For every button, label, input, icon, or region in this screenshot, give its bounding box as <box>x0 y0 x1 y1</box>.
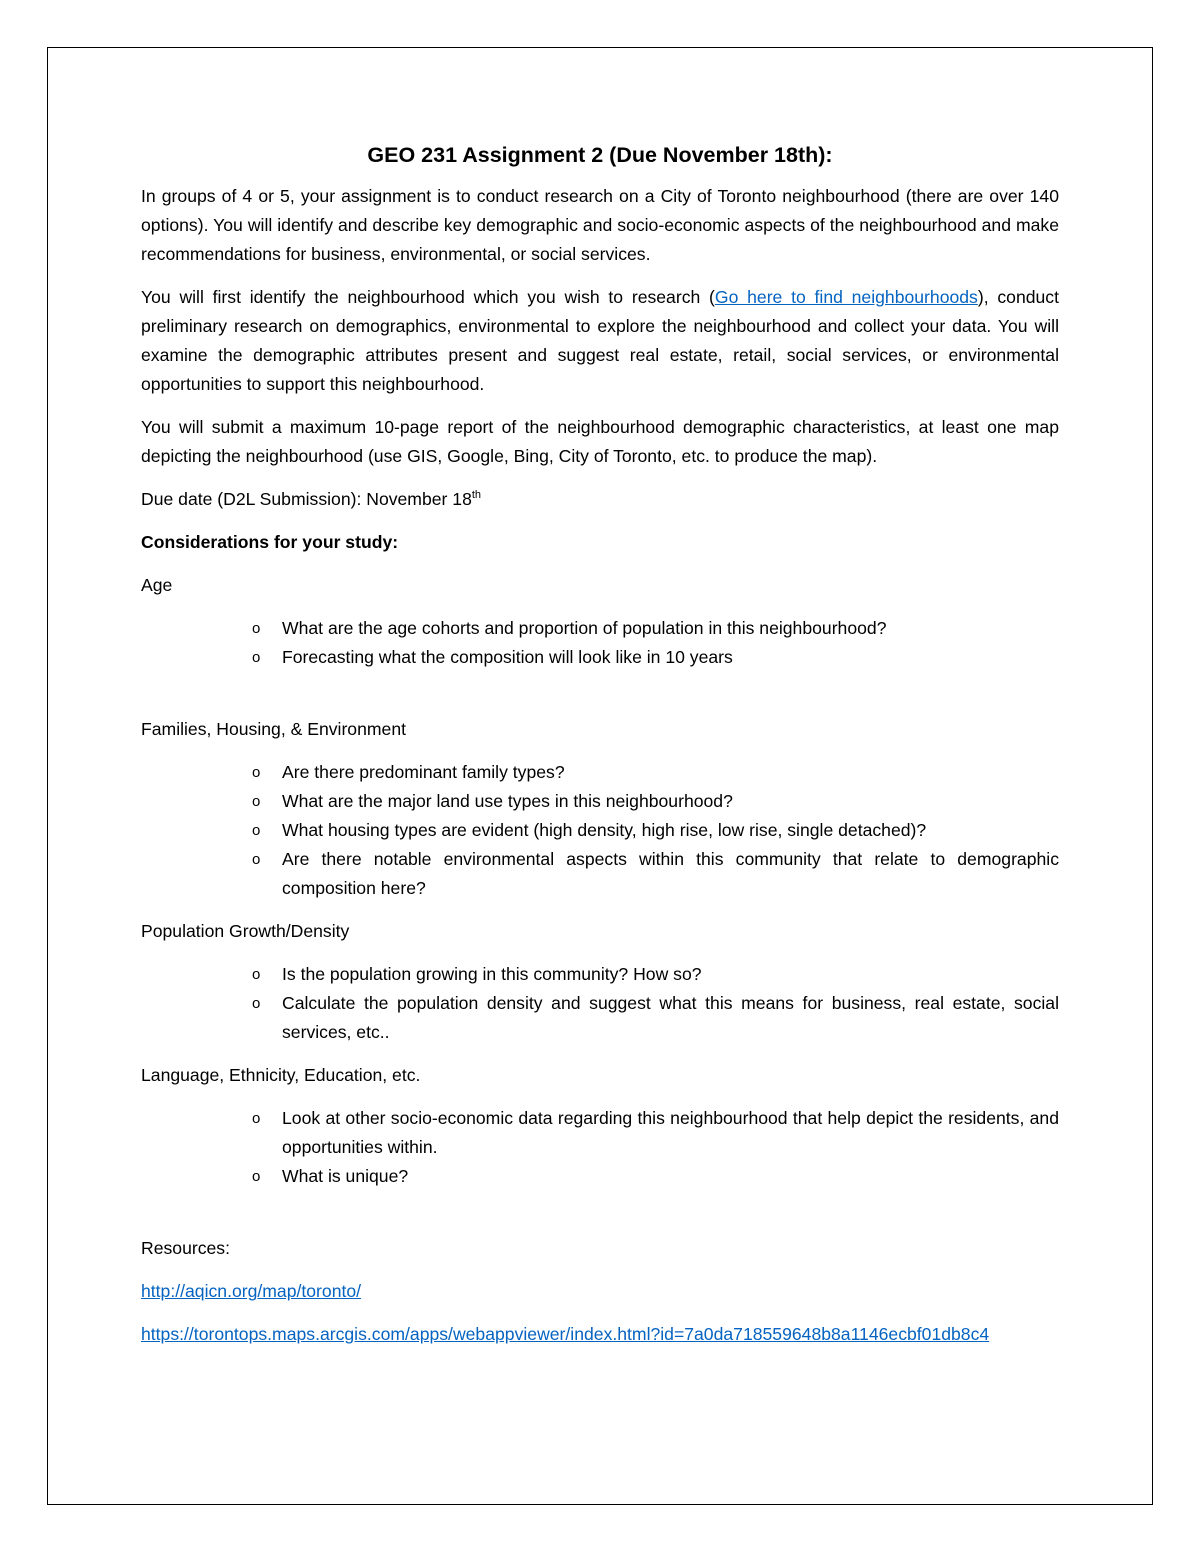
families-list <box>141 758 1059 903</box>
bullet-icon: o <box>252 995 261 1012</box>
list-item: o What are the age cohorts and proportion of population in this neighbourhood? <box>282 614 1059 643</box>
bullet-icon: o <box>252 966 261 983</box>
arcgis-link[interactable]: https://torontops.maps.arcgis.com/apps/webappviewer/index.html?id=7a0da718559648b8a1146ecbf01db8c4 <box>141 1324 990 1344</box>
list-item: o Calculate the population density and suggest what this means for business, real estate, social services, etc.. <box>282 989 1059 1047</box>
due-date-suffix: th <box>471 489 482 502</box>
due-date-text: Due date (D2L Submission): November 18 <box>141 489 472 509</box>
section-heading-population: Population Growth/Density <box>141 921 350 941</box>
considerations-heading: Considerations for your study: <box>141 532 399 552</box>
blank-line <box>141 686 1059 715</box>
list-item: o Is the population growing in this community? How so? <box>282 960 1059 989</box>
bullet-icon: o <box>252 793 261 810</box>
list-item: o Look at other socio-economic data regarding this neighbourhood that help depict the residents, and opportunities within. <box>282 1104 1059 1162</box>
report-paragraph: You will submit a maximum 10-page report of the neighbourhood demographic characteristics, at least one map depicting the neighbourhood (use GIS, Google, Bing, City of Toronto, etc. to produce the map). <box>141 417 1059 466</box>
research-paragraph-end: ), conduct preliminary research on demographics, environmental to explore the neighbourhood and collect your data. You will examine the demographic attributes present and suggest real estate, retail, social services, or environmental opportunities to support this neighbourhood. <box>141 287 1059 394</box>
bullet-icon: o <box>252 1110 261 1127</box>
blank-line <box>141 1205 1059 1234</box>
resources-heading: Resources: <box>141 1238 230 1258</box>
find-neighbourhoods-link[interactable]: Go here to find neighbourhoods <box>714 287 978 307</box>
aqicn-link[interactable]: http://aqicn.org/map/toronto/ <box>141 1281 362 1301</box>
bullet-icon: o <box>252 620 261 637</box>
page-title: GEO 231 Assignment 2 (Due November 18th): <box>367 143 833 167</box>
list-item: o Forecasting what the composition will look like in 10 years <box>282 643 1059 672</box>
bullet-icon: o <box>252 1168 261 1185</box>
bullet-icon: o <box>252 649 261 666</box>
research-paragraph <box>141 283 1059 399</box>
document-body <box>141 140 1059 1363</box>
bullet-icon: o <box>252 822 261 839</box>
age-list <box>141 614 1059 672</box>
list-item: o What are the major land use types in this neighbourhood? <box>282 787 1059 816</box>
research-paragraph-start: You will first identify the neighbourhood which you wish to research ( <box>141 287 715 307</box>
section-heading-age: Age <box>141 575 173 595</box>
list-item: o What housing types are evident (high density, high rise, low rise, single detached)? <box>282 816 1059 845</box>
section-heading-families: Families, Housing, & Environment <box>141 719 406 739</box>
list-item: o Are there notable environmental aspects within this community that relate to demographic composition here? <box>282 845 1059 903</box>
resource-link-aqicn <box>141 1277 1059 1306</box>
bullet-icon: o <box>252 851 261 868</box>
due-date <box>141 485 1059 514</box>
intro-paragraph: In groups of 4 or 5, your assignment is to conduct research on a City of Toronto neighbourhood (there are over 140 options). You will identify and describe key demographic and socio-economic aspects of the neighbourhood and make recommendations for business, environmental, or social services. <box>141 186 1059 264</box>
population-list <box>141 960 1059 1047</box>
bullet-icon: o <box>252 764 261 781</box>
language-list <box>141 1104 1059 1191</box>
resource-link-arcgis <box>141 1320 1059 1349</box>
list-item: o Are there predominant family types? <box>282 758 1059 787</box>
section-heading-language: Language, Ethnicity, Education, etc. <box>141 1065 421 1085</box>
list-item: o What is unique? <box>282 1162 1059 1191</box>
